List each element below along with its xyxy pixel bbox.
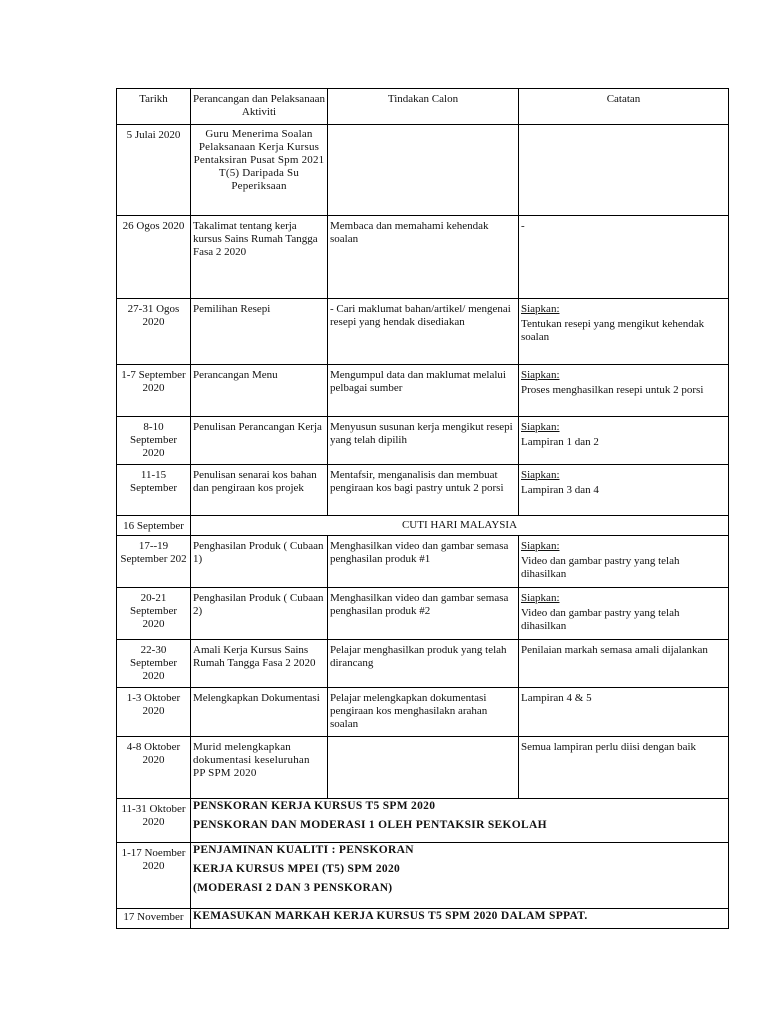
note-title: Siapkan: (521, 592, 560, 604)
note-text: Lampiran 1 dan 2 (521, 436, 599, 448)
action-cell: Menghasilkan video dan gambar semasa penghasilan produk #2 (328, 588, 519, 640)
holiday-row (117, 516, 729, 536)
date-cell: 11-31 Oktober 2020 (117, 799, 191, 843)
summary-line: KEMASUKAN MARKAH KERJA KURSUS T5 SPM 2020 DALAM SPPAT. (193, 910, 588, 922)
table-row (117, 688, 729, 737)
note-text: Lampiran 4 & 5 (521, 692, 592, 704)
plan-cell: Melengkapkan Dokumentasi (191, 688, 328, 737)
table-row (117, 465, 729, 516)
plan-cell: Penghasilan Produk ( Cubaan 2) (191, 588, 328, 640)
action-cell: - Cari maklumat bahan/artikel/ mengenai resepi yang hendak disediakan (328, 299, 519, 365)
note-cell (519, 536, 729, 588)
table-row (117, 737, 729, 799)
table-row (117, 640, 729, 688)
action-cell: Pelajar menghasilkan produk yang telah dirancang (328, 640, 519, 688)
action-cell (328, 737, 519, 799)
schedule-table (116, 88, 729, 929)
action-cell: Mentafsir, menganalisis dan membuat pengiraan kos bagi pastry untuk 2 porsi (328, 465, 519, 516)
date-cell: 20-21 September 2020 (117, 588, 191, 640)
note-title: Siapkan: (521, 303, 560, 315)
note-title: Siapkan: (521, 369, 560, 381)
action-cell: Menghasilkan video dan gambar semasa penghasilan produk #1 (328, 536, 519, 588)
summary-row (117, 799, 729, 843)
date-cell: 11-15 September (117, 465, 191, 516)
note-cell (519, 417, 729, 465)
table-row (117, 417, 729, 465)
date-cell: 8-10 September 2020 (117, 417, 191, 465)
note-text: Proses menghasilkan resepi untuk 2 porsi (521, 384, 704, 396)
header-perancangan: Perancangan dan Pelaksanaan Aktiviti (191, 89, 328, 125)
summary-row (117, 909, 729, 929)
table-row (117, 125, 729, 216)
date-cell: 27-31 Ogos 2020 (117, 299, 191, 365)
header-row (117, 89, 729, 125)
summary-row (117, 843, 729, 909)
table-row (117, 588, 729, 640)
note-cell (519, 365, 729, 417)
summary-cell (191, 799, 729, 843)
note-text: Video dan gambar pastry yang telah dihasilkan (521, 555, 680, 580)
action-cell (328, 125, 519, 216)
date-cell: 1-3 Oktober 2020 (117, 688, 191, 737)
action-cell: Mengumpul data dan maklumat melalui pelbagai sumber (328, 365, 519, 417)
note-cell (519, 737, 729, 799)
plan-cell: Pemilihan Resepi (191, 299, 328, 365)
date-cell: 22-30 September 2020 (117, 640, 191, 688)
header-tindakan: Tindakan Calon (328, 89, 519, 125)
summary-cell (191, 843, 729, 909)
table-row (117, 216, 729, 299)
plan-cell: Perancangan Menu (191, 365, 328, 417)
date-cell: 16 September (117, 516, 191, 536)
date-cell: 17--19 September 202 (117, 536, 191, 588)
date-cell: 5 Julai 2020 (117, 125, 191, 216)
note-text: Lampiran 3 dan 4 (521, 484, 599, 496)
action-cell: Membaca dan memahami kehendak soalan (328, 216, 519, 299)
date-cell: 26 Ogos 2020 (117, 216, 191, 299)
note-cell (519, 688, 729, 737)
action-cell: Pelajar melengkapkan dokumentasi pengiraan kos menghasilakn arahan soalan (328, 688, 519, 737)
date-cell: 1-17 Noember 2020 (117, 843, 191, 909)
summary-line: (MODERASI 2 DAN 3 PENSKORAN) (193, 882, 393, 894)
note-cell (519, 299, 729, 365)
table-row (117, 536, 729, 588)
note-title: Siapkan: (521, 540, 560, 552)
table-row (117, 365, 729, 417)
note-title: Siapkan: (521, 469, 560, 481)
table-row (117, 299, 729, 365)
date-cell: 4-8 Oktober 2020 (117, 737, 191, 799)
date-cell: 1-7 September 2020 (117, 365, 191, 417)
plan-cell: Amali Kerja Kursus Sains Rumah Tangga Fasa 2 2020 (191, 640, 328, 688)
note-cell (519, 640, 729, 688)
holiday-label: CUTI HARI MALAYSIA (191, 516, 729, 536)
note-cell (519, 465, 729, 516)
plan-cell: Penghasilan Produk ( Cubaan 1) (191, 536, 328, 588)
note-cell (519, 125, 729, 216)
note-text: Tentukan resepi yang mengikut kehendak soalan (521, 318, 705, 343)
summary-line: PENSKORAN KERJA KURSUS T5 SPM 2020 (193, 800, 436, 812)
summary-line: PENJAMINAN KUALITI : PENSKORAN (193, 844, 414, 856)
plan-cell: Penulisan senarai kos bahan dan pengiraan kos projek (191, 465, 328, 516)
action-cell: Menyusun susunan kerja mengikut resepi yang telah dipilih (328, 417, 519, 465)
summary-cell (191, 909, 729, 929)
plan-cell: Takalimat tentang kerja kursus Sains Rumah Tangga Fasa 2 2020 (191, 216, 328, 299)
summary-line: PENSKORAN DAN MODERASI 1 OLEH PENTAKSIR SEKOLAH (193, 819, 547, 831)
note-text: Semua lampiran perlu diisi dengan baik (521, 741, 697, 753)
date-cell: 17 November (117, 909, 191, 929)
header-tarikh: Tarikh (117, 89, 191, 125)
note-text: Penilaian markah semasa amali dijalankan (521, 644, 708, 656)
note-cell (519, 216, 729, 299)
note-text: - (521, 220, 525, 232)
note-cell (519, 588, 729, 640)
summary-line: KERJA KURSUS MPEI (T5) SPM 2020 (193, 863, 401, 875)
note-text: Video dan gambar pastry yang telah dihasilkan (521, 607, 680, 632)
plan-cell: Guru Menerima Soalan Pelaksanaan Kerja Kursus Pentaksiran Pusat Spm 2021 T(5) Daripada Su Peperiksaan (191, 125, 328, 216)
header-catatan: Catatan (519, 89, 729, 125)
note-title: Siapkan: (521, 421, 560, 433)
plan-cell: Penulisan Perancangan Kerja (191, 417, 328, 465)
plan-cell: Murid melengkapkan dokumentasi keseluruhan PP SPM 2020 (191, 737, 328, 799)
